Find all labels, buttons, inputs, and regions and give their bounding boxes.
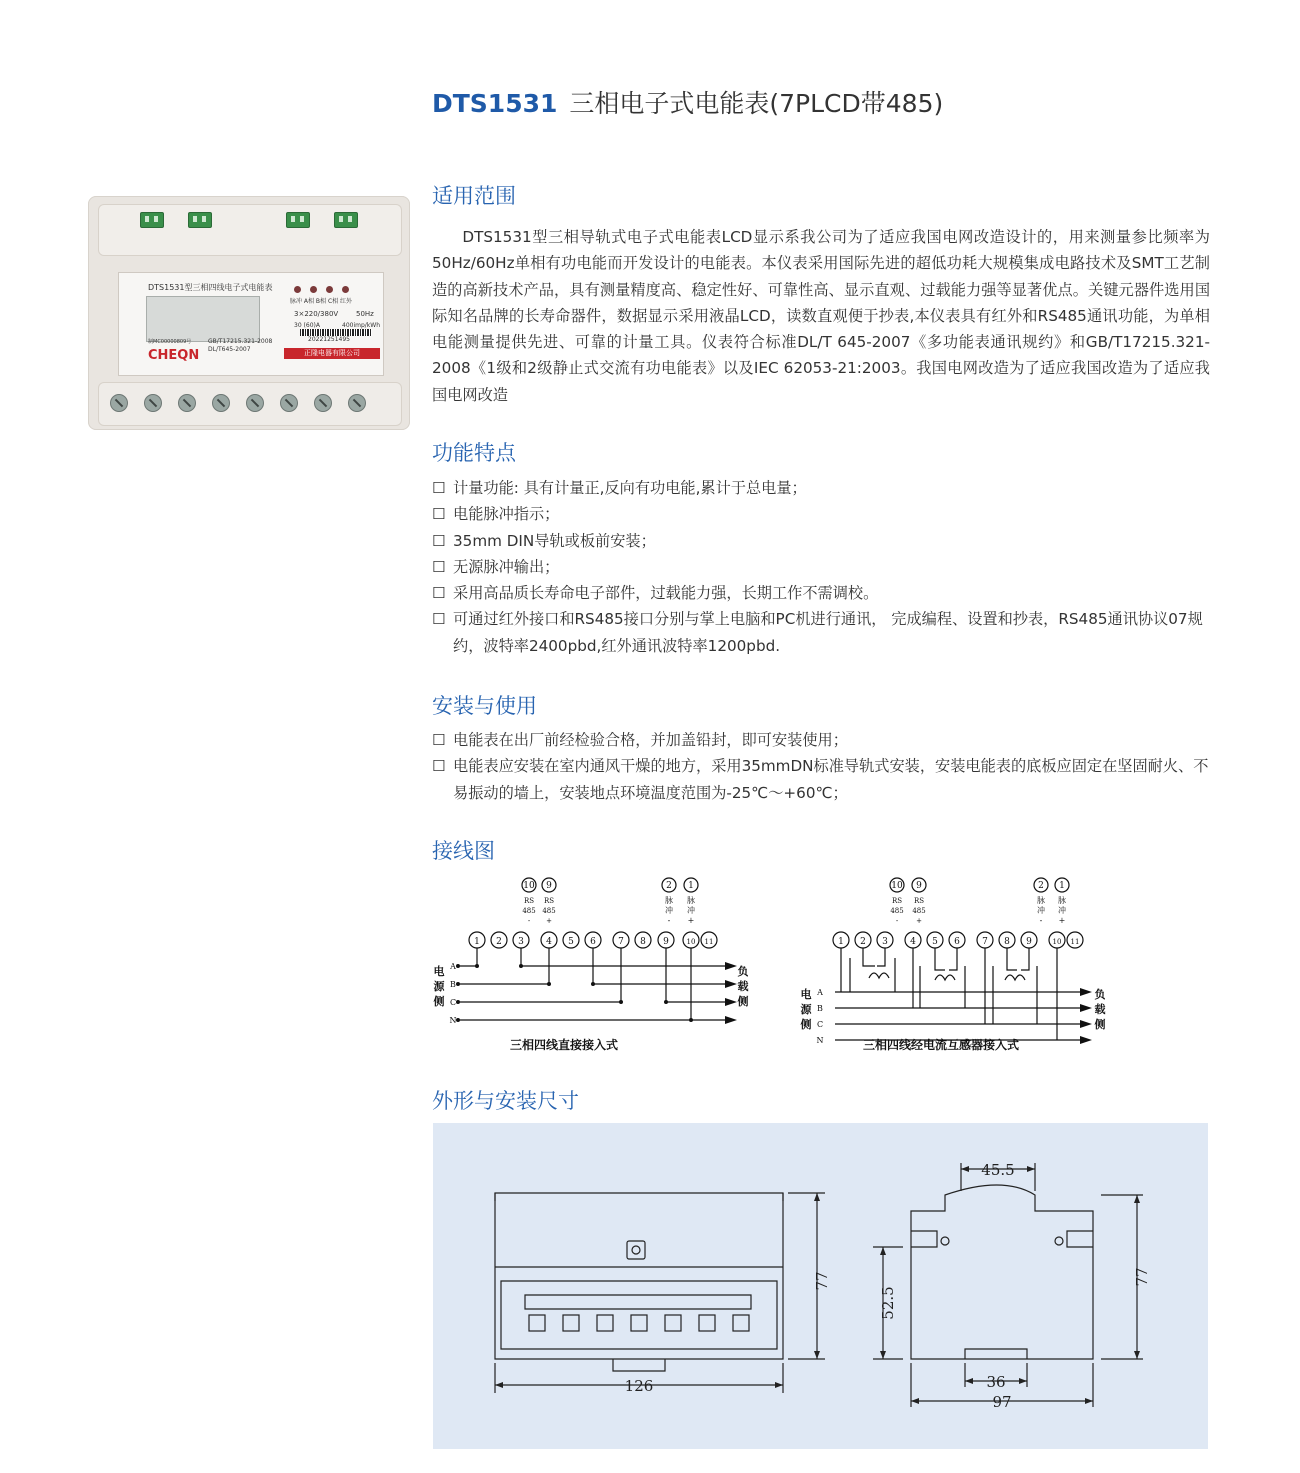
svg-text:10: 10 [891,881,903,891]
checkbox-icon: ☐ [432,557,446,576]
svg-text:+: + [546,917,552,925]
meter-current: 30 (60)A [294,322,320,329]
meter-standard-2: DL/T645-2007 [208,346,251,353]
svg-text:A: A [450,962,456,971]
svg-text:载: 载 [737,980,749,993]
svg-text:侧: 侧 [1094,1018,1106,1031]
product-name: 三相电子式电能表(7PLCD带485) [569,89,944,118]
svg-text:C: C [816,1020,824,1029]
svg-text:485: 485 [890,907,904,915]
svg-text:8: 8 [1004,937,1010,947]
svg-text:冲: 冲 [687,906,695,915]
front-outline [495,1193,783,1359]
model-number: DTS1531 [432,89,558,118]
wiring-diagram-direct [425,868,785,1058]
page-title [432,84,943,120]
meter-frequency: 50Hz [356,310,374,318]
screw-icon [246,394,264,412]
svg-text:485: 485 [912,907,926,915]
svg-text:6: 6 [954,937,960,947]
list-item: ☐ 电能表应安装在室内通风干燥的地方，采用35mmDN标准导轨式安装，安装电能表的底板应固定在坚固耐火、不易振动的墙上，安装地点环境温度范围为-25℃～+60℃； [432,753,1212,806]
svg-text:B: B [450,980,456,989]
wiring-caption-ct: 三相四线经电流互感器接入式 [862,1038,1020,1052]
svg-text:10: 10 [1052,938,1062,946]
svg-text:RS: RS [523,897,535,905]
svg-text:7: 7 [618,937,624,947]
terminal-block-icon [140,212,164,228]
screw-icon [178,394,196,412]
list-item: ☐ 电能脉冲指示； [432,501,1212,527]
dim-height-52-5: 52.5 [879,1286,897,1320]
terminal-block-icon [286,212,310,228]
svg-text:电: 电 [800,988,812,1001]
svg-text:冲: 冲 [1058,906,1066,915]
section-heading-wiring: 接线图 [432,839,495,863]
dim-height-77-right: 77 [1133,1267,1151,1287]
svg-text:B: B [817,1004,823,1013]
svg-text:7: 7 [982,937,988,947]
svg-text:载: 载 [1094,1003,1106,1016]
checkbox-icon: ☐ [432,584,446,603]
svg-text:N: N [449,1016,457,1025]
svg-text:-: - [895,917,899,925]
section-heading-dimensions: 外形与安装尺寸 [432,1089,579,1113]
scope-paragraph: DTS1531型三相导轨式电子式电能表LCD显示系我公司为了适应我国电网改造设计的，用来测量参比频率为50Hz/60Hz单相有功电能而开发设计的电能表。本仪表采用国际先进的超低功耗大规模集成电路技术及SMT工艺制造的高新技术产品，具有测量精度高、稳定性好、可靠性高、显示直观、过载能力强等显著优点。关键元器件选用国际知名品牌的长寿命器件，数据显示采用液晶LCD，读数直观便于抄表,本仪表具有红外和RS485通讯功能，为单相电能测量提供先进、可靠的计量工具。仪表符合标准DL/T 645-2007《多功能表通讯规约》和GB/T17215.321-2008《1级和2级静止式交流有功电能表》以及IEC 62053-21:2003。我国电网改造为了适应我国改造为了适应我国电网改造 [432,228,1210,404]
svg-text:9: 9 [1026,937,1032,947]
dim-rail-36: 36 [986,1373,1006,1391]
svg-text:+: + [1058,916,1066,925]
led-indicator-icon [326,286,333,293]
brand-logo: CHEQN [148,348,200,363]
dimension-drawing [433,1123,1208,1449]
svg-text:冲: 冲 [665,906,673,915]
svg-text:RS: RS [891,897,903,905]
dim-height-77-left: 77 [813,1271,831,1291]
svg-text:485: 485 [542,907,556,915]
meter-rating: 3×220/380V [294,310,339,318]
meter-lcd-display [146,296,260,342]
svg-text:冲: 冲 [1037,906,1045,915]
svg-text:侧: 侧 [433,995,445,1008]
svg-text:-: - [1039,916,1043,925]
screw-icon [110,394,128,412]
wiring-caption-direct: 三相四线直接接入式 [509,1038,619,1052]
meter-constant: 400imp/kWh [342,322,381,329]
svg-text:1: 1 [1059,881,1065,891]
checkbox-icon: ☐ [432,479,446,497]
list-item: ☐ 采用高品质长寿命电子部件，过载能力强，长期工作不需调校。 [432,580,1212,606]
side-outline [911,1185,1093,1359]
led-indicator-icon [342,286,349,293]
svg-text:负: 负 [1094,988,1106,1001]
svg-text:+: + [687,916,695,925]
section-heading-scope: 适用范围 [432,184,516,208]
svg-text:6: 6 [590,937,596,947]
product-photo [88,196,410,430]
svg-text:2: 2 [860,937,866,947]
barcode-icon [300,329,372,336]
svg-text:脉: 脉 [1058,896,1066,905]
terminal-label: 10 [523,881,535,891]
dimensions-panel [433,1123,1208,1449]
svg-text:1: 1 [838,937,844,947]
svg-text:N: N [816,1036,824,1045]
svg-text:485: 485 [522,907,536,915]
svg-text:9: 9 [916,881,922,891]
checkbox-icon: ☐ [432,731,446,749]
screw-icon [280,394,298,412]
section-heading-features: 功能特点 [432,441,516,465]
svg-text:2: 2 [496,937,502,947]
terminal-block-icon [334,212,358,228]
list-item: ☐ 计量功能: 具有计量正,反向有功电能,累计于总电量； [432,475,1212,501]
terminal-label: 9 [546,881,552,891]
svg-text:负: 负 [737,965,749,978]
meter-label-title: DTS1531型三相四线电子式电能表 [148,283,273,292]
svg-text:11: 11 [1070,938,1080,946]
svg-text:2: 2 [1038,881,1044,891]
wiring-diagram-ct [795,868,1125,1058]
checkbox-icon: ☐ [432,757,446,776]
company-name-plate: 正隆电器有限公司 [284,348,380,359]
svg-text:RS: RS [913,897,925,905]
meter-standard-1: GB/T17215.321-2008 [208,338,273,345]
terminal-label: 1 [688,881,694,891]
led-labels: 脉冲 A相 B相 C相 红外 [290,298,353,305]
meter-cert: 制MC00000809号 [148,339,192,345]
svg-text:+: + [916,917,922,925]
svg-text:侧: 侧 [737,995,749,1008]
svg-text:10: 10 [686,938,696,946]
svg-text:A: A [817,988,823,997]
list-item: ☐ 无源脉冲输出； [432,554,1212,580]
svg-text:11: 11 [704,938,714,946]
svg-text:脉: 脉 [1037,896,1045,905]
section-heading-install: 安装与使用 [432,694,537,718]
svg-text:3: 3 [882,937,888,947]
svg-text:-: - [527,917,531,925]
terminal-label: 2 [666,881,672,891]
svg-text:9: 9 [663,937,669,947]
terminal-block-icon [188,212,212,228]
dim-top-45-5: 45.5 [981,1161,1015,1179]
svg-text:5: 5 [932,937,938,947]
checkbox-icon: ☐ [432,531,446,550]
svg-text:8: 8 [640,937,646,947]
svg-text:电: 电 [433,965,445,978]
svg-text:侧: 侧 [800,1018,812,1031]
svg-text:RS: RS [543,897,555,905]
list-item: ☐ 电能表在出厂前经检验合格，并加盖铅封，即可安装使用； [432,727,1212,753]
svg-text:源: 源 [433,980,445,993]
screw-icon [212,394,230,412]
dim-width-126: 126 [624,1377,654,1395]
svg-text:C: C [449,998,457,1007]
install-list [432,727,1212,806]
svg-text:脉: 脉 [687,896,695,905]
list-item: ☐ 可通过红外接口和RS485接口分别与掌上电脑和PC机进行通讯， 完成编程、设置和抄表，RS485通讯协议07规约，波特率2400pbd,红外通讯波特率1200pbd. [432,606,1212,659]
svg-text:5: 5 [568,937,574,947]
screw-icon [144,394,162,412]
svg-text:-: - [667,916,671,925]
checkbox-icon: ☐ [432,505,446,524]
svg-text:脉: 脉 [665,896,673,905]
screw-icon [314,394,332,412]
svg-text:3: 3 [518,937,524,947]
svg-text:4: 4 [910,937,916,947]
dim-depth-97: 97 [992,1393,1012,1411]
led-indicator-icon [310,286,317,293]
list-item: ☐ 35mm DIN导轨或板前安装； [432,528,1212,554]
meter-serial: 20221251495 [308,336,350,343]
svg-text:4: 4 [546,937,552,947]
features-list [432,475,1212,659]
svg-text:源: 源 [800,1003,812,1016]
led-indicator-icon [294,286,301,293]
screw-icon [348,394,366,412]
checkbox-icon: ☐ [432,610,446,629]
svg-text:1: 1 [474,937,480,947]
